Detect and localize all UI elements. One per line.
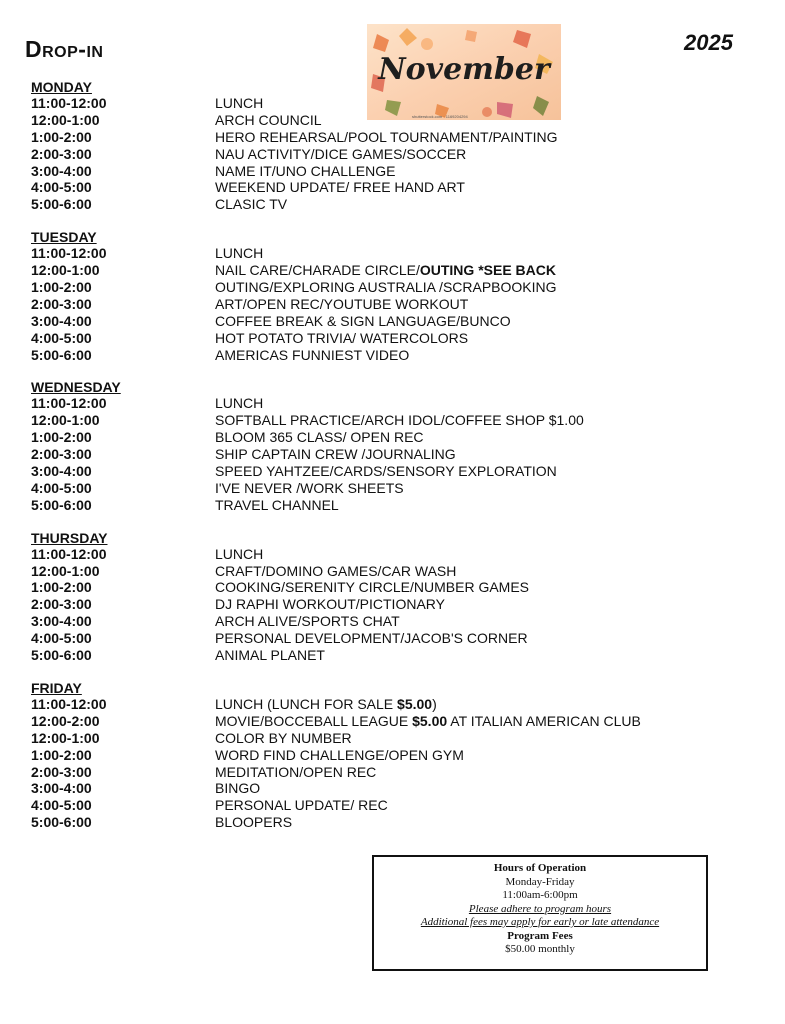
schedule-row <box>31 95 731 112</box>
time-slot: 4:00-5:00 <box>31 797 92 814</box>
time-slot: 4:00-5:00 <box>31 329 92 346</box>
activity <box>215 613 731 630</box>
day-block-tuesday <box>31 230 731 363</box>
activity-text: ARCH ALIVE/SPORTS CHAT <box>215 613 400 630</box>
schedule-row <box>31 296 731 313</box>
activity-text-after: ) <box>432 695 437 712</box>
activity-text: HERO REHEARSAL/POOL TOURNAMENT/PAINTING <box>215 128 558 145</box>
program-hours-note: Please adhere to program hours <box>468 902 612 915</box>
activity <box>215 330 731 347</box>
program-fees-amount: $50.00 monthly <box>505 943 575 955</box>
activity-text: ART/OPEN REC/YOUTUBE WORKOUT <box>215 295 469 312</box>
activity <box>215 446 731 463</box>
banner-credit: shutterstock.com · 1169204294 <box>412 114 468 119</box>
activity <box>215 630 731 647</box>
schedule-row <box>31 596 731 613</box>
extra-fees-note: Additional fees may apply for early or late attendance <box>420 916 660 928</box>
activity-emphasis: $5.00 <box>412 712 448 729</box>
activity <box>215 245 731 262</box>
activity-text: SPEED YAHTZEE/CARDS/SENSORY EXPLORATION <box>215 463 557 480</box>
activity <box>215 696 731 713</box>
time-slot: 1:00-2:00 <box>31 746 92 763</box>
day-heading: TUESDAY <box>31 229 97 246</box>
schedule-row <box>31 546 731 563</box>
activity-text: ANIMAL PLANET <box>215 647 325 664</box>
time-slot: 2:00-3:00 <box>31 446 92 463</box>
schedule-row <box>31 814 731 831</box>
time-slot: 12:00-1:00 <box>31 729 100 746</box>
time-slot: 12:00-2:00 <box>31 712 100 729</box>
hours-of-operation-box <box>372 855 708 971</box>
activity <box>215 429 731 446</box>
activity-text: I'VE NEVER /WORK SHEETS <box>215 479 404 496</box>
day-heading: THURSDAY <box>31 529 108 546</box>
activity-text: LUNCH <box>215 395 264 412</box>
activity <box>215 313 731 330</box>
activity-text: PERSONAL UPDATE/ REC <box>215 797 388 814</box>
schedule-row <box>31 179 731 196</box>
activity-text: CLASIC TV <box>215 196 288 213</box>
activity-text: NAU ACTIVITY/DICE GAMES/SOCCER <box>215 145 467 162</box>
schedule-row <box>31 747 731 764</box>
activity <box>215 713 731 730</box>
time-slot: 5:00-6:00 <box>31 496 92 513</box>
activity <box>215 480 731 497</box>
day-heading: MONDAY <box>31 79 92 95</box>
operating-hours: 11:00am-6:00pm <box>502 889 578 901</box>
schedule-row <box>31 563 731 580</box>
activity-text: MEDITATION/OPEN REC <box>215 763 377 780</box>
schedule-row <box>31 395 731 412</box>
operating-days: Monday-Friday <box>505 875 575 888</box>
time-slot: 11:00-12:00 <box>31 245 107 262</box>
time-slot: 2:00-3:00 <box>31 596 92 613</box>
schedule-row <box>31 163 731 180</box>
time-slot: 3:00-4:00 <box>31 613 92 630</box>
activity-text: TRAVEL CHANNEL <box>215 496 339 513</box>
time-slot: 1:00-2:00 <box>31 128 92 145</box>
activity <box>215 780 731 797</box>
banner-text: November <box>378 52 550 87</box>
time-slot: 4:00-5:00 <box>31 179 92 196</box>
activity-text: COOKING/SERENITY CIRCLE/NUMBER GAMES <box>215 579 530 596</box>
schedule-row <box>31 146 731 163</box>
schedule-row <box>31 480 731 497</box>
activity-text: NAME IT/UNO CHALLENGE <box>215 162 396 179</box>
activity <box>215 596 731 613</box>
time-slot: 4:00-5:00 <box>31 479 92 496</box>
schedule-row <box>31 245 731 262</box>
activity-text: WORD FIND CHALLENGE/OPEN GYM <box>215 746 464 763</box>
activity-text: WEEKEND UPDATE/ FREE HAND ART <box>215 179 465 196</box>
activity-text: LUNCH <box>215 245 264 262</box>
activity <box>215 262 731 279</box>
schedule-row <box>31 713 731 730</box>
schedule-row <box>31 129 731 146</box>
activity <box>215 814 731 831</box>
schedule-row <box>31 497 731 514</box>
activity-text: BINGO <box>215 780 261 797</box>
activity-text: LUNCH <box>215 545 264 562</box>
schedule-row <box>31 630 731 647</box>
time-slot: 5:00-6:00 <box>31 647 92 664</box>
time-slot: 11:00-12:00 <box>31 545 107 562</box>
schedule-row <box>31 330 731 347</box>
time-slot: 12:00-1:00 <box>31 562 100 579</box>
activity-text: NAIL CARE/CHARADE CIRCLE/ <box>215 262 420 279</box>
day-heading: FRIDAY <box>31 679 82 696</box>
time-slot: 2:00-3:00 <box>31 763 92 780</box>
schedule-row <box>31 347 731 364</box>
activity <box>215 546 731 563</box>
schedule-row <box>31 446 731 463</box>
activity <box>215 347 731 364</box>
time-slot: 11:00-12:00 <box>31 95 107 111</box>
activity <box>215 146 731 163</box>
activity <box>215 647 731 664</box>
time-slot: 11:00-12:00 <box>31 695 107 712</box>
time-slot: 1:00-2:00 <box>31 279 92 296</box>
day-heading: WEDNESDAY <box>31 379 121 396</box>
time-slot: 3:00-4:00 <box>31 463 92 480</box>
activity-text: MOVIE/BOCCEBALL LEAGUE <box>215 712 413 729</box>
activity <box>215 764 731 781</box>
day-block-thursday <box>31 531 731 664</box>
time-slot: 12:00-1:00 <box>31 111 100 128</box>
activity <box>215 179 731 196</box>
activity <box>215 112 731 129</box>
schedule-row <box>31 262 731 279</box>
time-slot: 1:00-2:00 <box>31 579 92 596</box>
schedule-row <box>31 613 731 630</box>
day-block-wednesday <box>31 380 731 513</box>
activity-text: COLOR BY NUMBER <box>215 729 352 746</box>
activity-text: AMERICAS FUNNIEST VIDEO <box>215 346 410 363</box>
schedule-row <box>31 313 731 330</box>
time-slot: 11:00-12:00 <box>31 395 107 412</box>
schedule-row <box>31 764 731 781</box>
activity <box>215 412 731 429</box>
activity-text: BLOOM 365 CLASS/ OPEN REC <box>215 429 424 446</box>
day-block-friday <box>31 681 731 831</box>
time-slot: 5:00-6:00 <box>31 814 92 831</box>
time-slot: 5:00-6:00 <box>31 196 92 213</box>
schedule-row <box>31 279 731 296</box>
activity-text: HOT POTATO TRIVIA/ WATERCOLORS <box>215 329 469 346</box>
activity-text-after: AT ITALIAN AMERICAN CLUB <box>447 712 641 729</box>
page-title: Drop-in <box>25 36 104 62</box>
activity-text: LUNCH (LUNCH FOR SALE <box>215 695 398 712</box>
activity <box>215 296 731 313</box>
activity-text: PERSONAL DEVELOPMENT/JACOB'S CORNER <box>215 630 528 647</box>
activity <box>215 463 731 480</box>
schedule-row <box>31 429 731 446</box>
activity <box>215 747 731 764</box>
schedule-row <box>31 696 731 713</box>
time-slot: 3:00-4:00 <box>31 162 92 179</box>
schedule-row <box>31 463 731 480</box>
activity <box>215 163 731 180</box>
schedule-row <box>31 112 731 129</box>
activity-text: DJ RAPHI WORKOUT/PICTIONARY <box>215 596 445 613</box>
time-slot: 3:00-4:00 <box>31 780 92 797</box>
schedule-row <box>31 780 731 797</box>
time-slot: 3:00-4:00 <box>31 312 92 329</box>
activity <box>215 797 731 814</box>
activity <box>215 95 731 112</box>
activity <box>215 279 731 296</box>
schedule-row <box>31 196 731 213</box>
time-slot: 12:00-1:00 <box>31 262 100 279</box>
time-slot: 4:00-5:00 <box>31 630 92 647</box>
schedule-row <box>31 797 731 814</box>
activity <box>215 497 731 514</box>
schedule-row <box>31 412 731 429</box>
activity <box>215 730 731 747</box>
activity-text: CRAFT/DOMINO GAMES/CAR WASH <box>215 562 457 579</box>
activity-text: OUTING/EXPLORING AUSTRALIA /SCRAPBOOKING <box>215 279 557 296</box>
activity <box>215 395 731 412</box>
hours-heading: Hours of Operation <box>493 862 587 874</box>
activity <box>215 563 731 580</box>
activity-text: SHIP CAPTAIN CREW /JOURNALING <box>215 446 456 463</box>
activity-text: SOFTBALL PRACTICE/ARCH IDOL/COFFEE SHOP $1.00 <box>215 412 584 429</box>
activity-emphasis: $5.00 <box>397 695 433 712</box>
time-slot: 12:00-1:00 <box>31 412 100 429</box>
year-label: 2025 <box>684 30 733 55</box>
activity-text: COFFEE BREAK & SIGN LANGUAGE/BUNCO <box>215 312 511 329</box>
schedule-row <box>31 730 731 747</box>
activity <box>215 579 731 596</box>
weekly-schedule <box>31 80 731 848</box>
activity-emphasis: OUTING *SEE BACK <box>419 262 556 279</box>
activity-text: LUNCH <box>215 95 264 111</box>
time-slot: 2:00-3:00 <box>31 295 92 312</box>
day-block-monday <box>31 80 731 213</box>
schedule-row <box>31 579 731 596</box>
schedule-row <box>31 647 731 664</box>
time-slot: 2:00-3:00 <box>31 145 92 162</box>
time-slot: 1:00-2:00 <box>31 429 92 446</box>
activity-text: ARCH COUNCIL <box>215 111 322 128</box>
activity <box>215 196 731 213</box>
activity <box>215 129 731 146</box>
time-slot: 5:00-6:00 <box>31 346 92 363</box>
program-fees-heading: Program Fees <box>507 929 573 942</box>
activity-text: BLOOPERS <box>215 814 293 831</box>
